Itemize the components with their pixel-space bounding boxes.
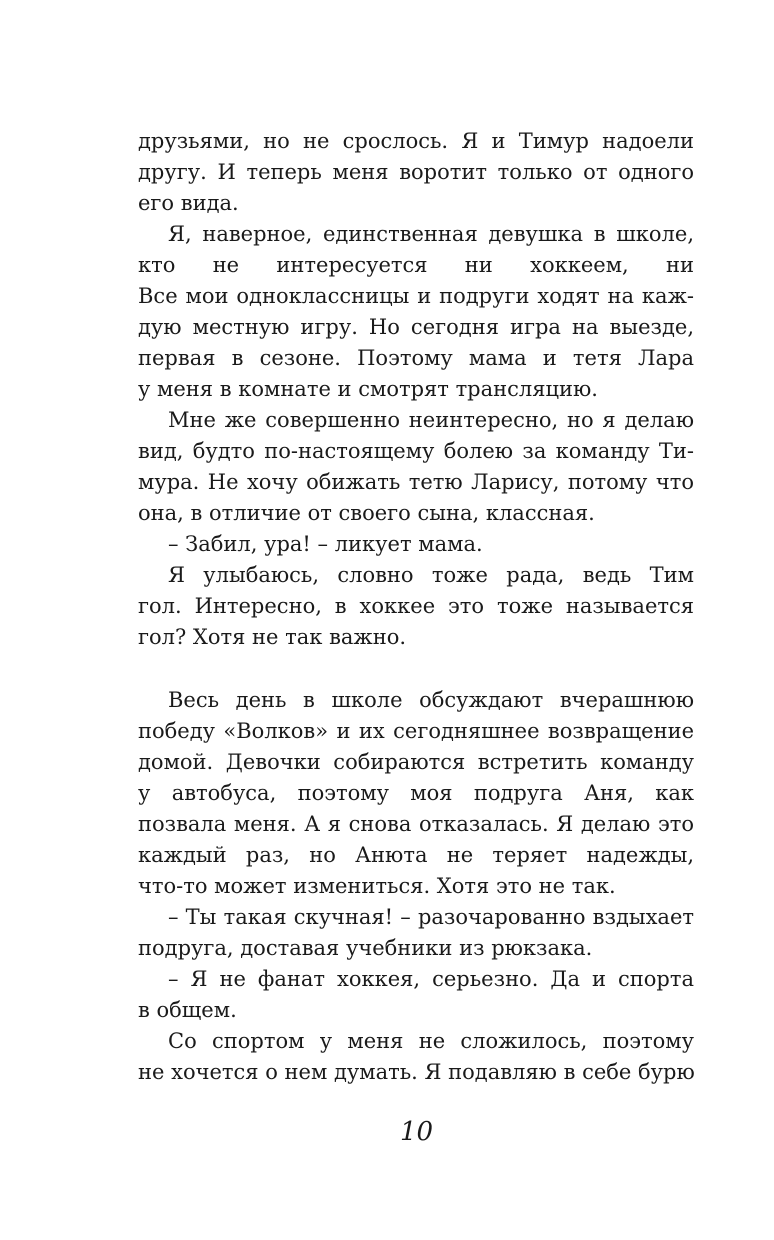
paragraph — [138, 529, 694, 560]
paragraph — [138, 902, 694, 964]
page-number: 10 — [400, 1117, 434, 1147]
text-line: мура. Не хочу обижать тетю Ларису, потому что — [138, 470, 694, 494]
text-line: гол. Интересно, в хоккее это тоже называется — [138, 594, 694, 618]
text-line: Весь день в школе обсуждают вчерашнюю — [168, 688, 694, 712]
text-line: друзьями, но не срослось. Я и Тимур надоели — [138, 129, 694, 153]
text-line: у автобуса, поэтому моя подруга Аня, как — [138, 781, 694, 805]
text-line: гол? Хотя не так важно. — [138, 625, 407, 649]
text-line: дую местную игру. Но сегодня игра на выезде, — [138, 315, 694, 339]
text-line: не хочется о нем думать. Я подавляю в себе бурю — [138, 1060, 695, 1084]
paragraph — [138, 126, 694, 219]
text-line: каждый раз, но Анюта не теряет надежды, — [138, 843, 694, 867]
paragraph — [138, 1026, 694, 1088]
paragraph — [138, 685, 694, 902]
text-line: она, в отличие от своего сына, классная. — [138, 501, 595, 525]
text-line: Со спортом у меня не сложилось, поэтому — [168, 1029, 694, 1053]
text-line: в общем. — [138, 998, 237, 1022]
text-line: другу. И теперь меня воротит только от одного — [138, 160, 694, 184]
paragraph — [138, 964, 694, 1026]
text-line: его вида. — [138, 191, 239, 215]
text-line: – Ты такая скучная! – разочарованно вздыхает — [168, 905, 694, 929]
text-line: позвала меня. А я снова отказалась. Я делаю это — [138, 812, 694, 836]
text-line: подруга, доставая учебники из рюкзака. — [138, 936, 593, 960]
paragraph — [138, 219, 694, 405]
text-line: Все мои одноклассницы и подруги ходят на каж- — [138, 284, 694, 308]
paragraph — [138, 560, 694, 653]
text-line: вид, будто по-настоящему болею за команду Ти- — [138, 439, 694, 463]
text-line: победу «Волков» и их сегодняшнее возвращение — [138, 719, 694, 743]
section-break — [138, 653, 694, 685]
text-line: домой. Девочки собираются встретить команду — [138, 750, 694, 774]
body-text — [138, 126, 694, 1088]
text-line: – Забил, ура! – ликует мама. — [168, 532, 483, 556]
text-line: – Я не фанат хоккея, серьезно. Да и спорта — [168, 967, 694, 991]
text-line: Я улыбаюсь, словно тоже рада, ведь Тим — [168, 563, 694, 587]
paragraph — [138, 405, 694, 529]
text-line: что-то может измениться. Хотя это не так. — [138, 874, 616, 898]
text-line: Я, наверное, единственная девушка в школе, — [168, 222, 694, 246]
text-line: первая в сезоне. Поэтому мама и тетя Лара — [138, 346, 694, 370]
text-line: у меня в комнате и смотрят трансляцию. — [138, 377, 598, 401]
text-line: кто не интересуется ни хоккеем, ни — [138, 253, 694, 277]
text-line: Мне же совершенно неинтересно, но я делаю — [168, 408, 694, 432]
